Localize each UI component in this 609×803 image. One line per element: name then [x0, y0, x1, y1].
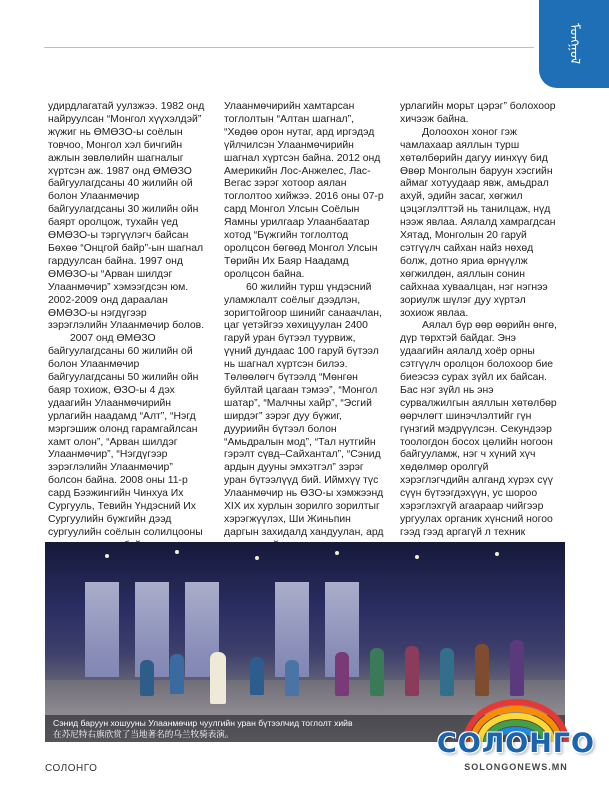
conductor-figure [210, 652, 226, 704]
stage-light [335, 551, 339, 555]
text-column-3 [400, 101, 560, 566]
photo-caption-chinese: 在苏尼特右旗欣赏了当地著名的乌兰牧骑表演。 [53, 728, 234, 739]
paragraph: Аялал бүр өөр өөрийн өнгө, дүр төрхтэй байдаг. Энэ удаагийн аялалд хоёр орны сэтгүүлч оролцон болохоор бие биеэсээ сурах зүйл их байсан. Бас нэг зүйл нь энэ сурвалжилгын аяллын хөтөлбөр өөрчлөгт шинэчлэлтийг гүн гүнзгий мэдрүүлсэн. Секундээр тоологдон босох цөлийн ногоон байгууламж, нэг ч хүний хүч хөдөлмөр оролгүй хэрэглэгчдийн алганд хүрэх сүү сүүн бүтээгдэхүүн, ус шороо хэрэглэхгүй агаараар чийгээр ургуулах органик хүнсний ногоо гээд гээд аргагүй л техник [400, 320, 557, 538]
stage-light [415, 555, 419, 559]
corner-tab [539, 0, 609, 88]
paragraph: удирдлагатай уулзжээ. 1982 онд найруулсан “Монгол хүүхэлдэй” жүжиг нь ӨМӨЗО-ы соёлын товчоо, Монгол хэл бичгийн ажлын зөвлөлийн шагналыг хүртсэн аж. 1987 онд ӨМӨЗО байгуулагдсаны 40 жилийн ой болон Улаанмөчир байгуулагдсаны 30 жилийн ойн баярт оролцож, тухайн үед ӨМӨЗО-ы тэргүүлэгч байсан Бөхөө “Онцгой байр”-ын шагнал гардуулсан байна. 1997 онд ӨМӨЗО-ы “Арван шилдэг Улаанмөчир” хэмээгдсэн юм. 2002-2009 онд дараалан ӨМӨЗО-ы нэгдүгээр зэрэглэлийн Улаанмөчир болов. [48, 101, 205, 332]
stage-light [105, 554, 109, 558]
paragraph: Улаанмөчирийн хамтарсан тоглолтын “Алтан шагнал”, “Хөдөө орон нутаг, ард иргэдэд үйлчилсэн Улаанмөчирийн шагнал хүртсэн байна. 2012 онд Америкийн Лос-Анжелес, Лас-Вегас зэрэг хотоор аялан тоглолтоо хийжээ. 2016 оны 07-р сард Монгол Улсын Соёлын Яамны урилгаар Улаанбаатар хотод “Бүжгийн тоглолтод оролцсон бөгөөд Монгол Улсын Төрийн Их Баяр Наадамд оролцсон байна. [224, 101, 384, 280]
paragraph: Долоохон хоног гэж чамлахаар аяллын турш хөтөлбөрийн дагуу иинхүү бид Өвөр Монголын баруун хэсгийн аймаг хотуудаар явж, амьдрал ахуй, эдийн засаг, хөгжил цэцэглэлттэй нь танилцаж, нүд нээж явлаа. Аялалд хамрагдсан Хятад, Монголын 20 гаруй сэтгүүлч сайхан найз нөхөд болж, дотно яриа өрнүүлж хөгжилдөн, аяллын сонин сайхнаа хуваалцан, нэг нэгнээ зориулж шүлэг дуу хүртэл зохиож явлаа. [400, 126, 556, 319]
solongo-logo [436, 696, 596, 784]
performer-figure [510, 640, 524, 696]
performer-figure [285, 660, 299, 696]
performer-figure [405, 646, 419, 696]
photo-caption-mongolian: Сэнид баруун хошууны Улаанмөчир чуулгийн уран бүтээлчид тоглолт хийв [53, 718, 353, 728]
stage-light [495, 552, 499, 556]
stage-light [255, 556, 259, 560]
stage-light [175, 550, 179, 554]
performer-figure [475, 644, 489, 696]
footer-label: СОЛОНГО [45, 763, 98, 774]
paragraph: 2007 онд ӨМӨЗО байгуулагдсаны 60 жилийн ой болон Улаанмөчир байгуулагдсаны 50 жилийн ойн баяр тохиож, ӨЗО-ы 4 дэх удаагийн Улаанмөчирийн урлагийн наадамд “Алт”, “Нэгд мэргэшиж олонд гарамгайлсан хамт олон”, “Арван шилдэг Улаанмөчир”, “Нэгдүгээр зэрэглэлийн Улаанмөчир” болсон байна. 2008 оны 11-р сард Бээжингийн Чинхуа Их Сургууль, Тевийн Үндэсний Их Сургуулийн бүжгийн дээд сургуулийн соёлын солилцооны [48, 333, 203, 538]
text-column-1 [48, 101, 208, 579]
performer-figure [140, 660, 154, 696]
text-column-2 [224, 101, 384, 579]
logo-url: SOLONGONEWS.MN [464, 762, 568, 772]
logo-wordmark: СОЛОНГО [437, 728, 595, 759]
performer-figure [370, 648, 384, 696]
performer-figure [440, 648, 454, 696]
top-rule [44, 47, 534, 48]
hall-window [85, 582, 119, 677]
performer-figure [250, 657, 264, 695]
performer-figure [170, 654, 184, 694]
paragraph: 60 жилийн турш үндэсний уламжлалт соёлыг дээдлэн, зоригтойгоор шинийг санаачлан, цаг үетэйгээ хөхицуулан 2400 гаруй уран бүтээл туурвиж, үүний дундаас 100 гаруй бүтээл нь шагнал хүртсэн билээ. Төлөөлөгч бүтээлд “Мөнгөн буйлтай цагаан тэмээ”, “Монгол шатар”, “Малчны хайр”, “Эсгий ширдэг” зэрэг дуу бүжиг, дууриийн бүтээл болон “Амьдралын мод”, “Тал нутгийн гэрэлт сүвд–Сайхантал”, “Сэнид ардын дууны эмхэтгэл” зэрэг уран бүтээлүүд бий. Иймхүү түс Улаанмөчир нь ӨЗО-ы хэмжээнд XIX их хурлын зорилго зорилтыг хэрэгжүүлэх, Ши Жиньпин даргын захидалд хандуулан, ард [224, 281, 384, 538]
paragraph: урлагийн морьт цэрэг” болохоор хичээж байна. [400, 101, 556, 125]
performer-figure [335, 652, 349, 696]
corner-tab-label: ᠮᠣᠩᠭᠣᠯ [566, 23, 582, 65]
